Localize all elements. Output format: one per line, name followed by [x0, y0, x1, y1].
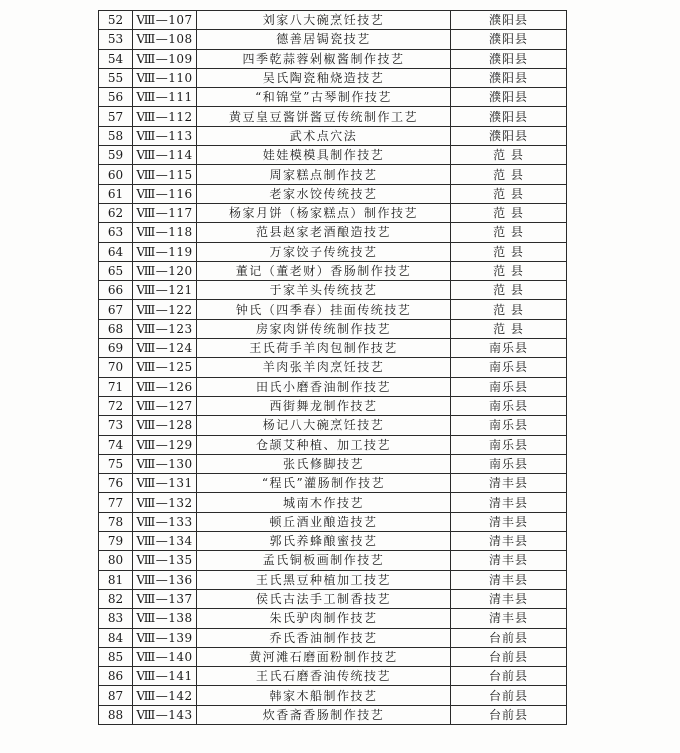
- row-number-cell: 62: [99, 203, 133, 222]
- project-code-cell: Ⅷ—118: [133, 223, 197, 242]
- project-code-cell: Ⅷ—128: [133, 416, 197, 435]
- row-number-cell: 80: [99, 551, 133, 570]
- project-name-cell: 炊香斋香肠制作技艺: [197, 705, 451, 724]
- region-cell: 南乐县: [451, 377, 567, 396]
- project-name-cell: 四季乾蒜蓉剁椒酱制作技艺: [197, 49, 451, 68]
- project-name-cell: 侯氏古法手工制香技艺: [197, 589, 451, 608]
- project-name-cell: 老家水饺传统技艺: [197, 184, 451, 203]
- region-cell: 濮阳县: [451, 11, 567, 30]
- table-row: [99, 396, 567, 415]
- table-row: [99, 11, 567, 30]
- project-code-cell: Ⅷ—132: [133, 493, 197, 512]
- region-cell: 范 县: [451, 184, 567, 203]
- row-number-cell: 64: [99, 242, 133, 261]
- row-number-cell: 72: [99, 396, 133, 415]
- project-code-cell: Ⅷ—130: [133, 454, 197, 473]
- table-row: [99, 589, 567, 608]
- row-number-cell: 67: [99, 300, 133, 319]
- project-name-cell: 羊肉张羊肉烹饪技艺: [197, 358, 451, 377]
- table-row: [99, 570, 567, 589]
- table-row: [99, 686, 567, 705]
- row-number-cell: 53: [99, 30, 133, 49]
- region-cell: 台前县: [451, 667, 567, 686]
- project-code-cell: Ⅷ—119: [133, 242, 197, 261]
- region-cell: 南乐县: [451, 396, 567, 415]
- project-code-cell: Ⅷ—123: [133, 319, 197, 338]
- table-row: [99, 126, 567, 145]
- region-cell: 台前县: [451, 705, 567, 724]
- row-number-cell: 65: [99, 261, 133, 280]
- row-number-cell: 73: [99, 416, 133, 435]
- region-cell: 清丰县: [451, 609, 567, 628]
- project-code-cell: Ⅷ—135: [133, 551, 197, 570]
- project-name-cell: 范县赵家老酒酿造技艺: [197, 223, 451, 242]
- table-row: [99, 667, 567, 686]
- region-cell: 濮阳县: [451, 30, 567, 49]
- table-row: [99, 377, 567, 396]
- table-row: [99, 242, 567, 261]
- project-code-cell: Ⅷ—124: [133, 339, 197, 358]
- region-cell: 南乐县: [451, 454, 567, 473]
- project-code-cell: Ⅷ—136: [133, 570, 197, 589]
- table-row: [99, 705, 567, 724]
- region-cell: 台前县: [451, 647, 567, 666]
- project-code-cell: Ⅷ—140: [133, 647, 197, 666]
- region-cell: 濮阳县: [451, 107, 567, 126]
- row-number-cell: 68: [99, 319, 133, 338]
- row-number-cell: 54: [99, 49, 133, 68]
- row-number-cell: 59: [99, 146, 133, 165]
- project-name-cell: 张氏修脚技艺: [197, 454, 451, 473]
- region-cell: 濮阳县: [451, 49, 567, 68]
- project-name-cell: 孟氏铜板画制作技艺: [197, 551, 451, 570]
- project-name-cell: 钟氏（四季春）挂面传统技艺: [197, 300, 451, 319]
- row-number-cell: 84: [99, 628, 133, 647]
- row-number-cell: 58: [99, 126, 133, 145]
- project-name-cell: 房家肉饼传统制作技艺: [197, 319, 451, 338]
- project-code-cell: Ⅷ—112: [133, 107, 197, 126]
- row-number-cell: 77: [99, 493, 133, 512]
- region-cell: 清丰县: [451, 493, 567, 512]
- table-row: [99, 88, 567, 107]
- project-name-cell: 城南木作技艺: [197, 493, 451, 512]
- table-row: [99, 435, 567, 454]
- row-number-cell: 60: [99, 165, 133, 184]
- row-number-cell: 66: [99, 281, 133, 300]
- table-row: [99, 223, 567, 242]
- table-body: [99, 11, 567, 725]
- project-code-cell: Ⅷ—111: [133, 88, 197, 107]
- project-name-cell: “程氏”灌肠制作技艺: [197, 474, 451, 493]
- table-row: [99, 68, 567, 87]
- region-cell: 南乐县: [451, 416, 567, 435]
- project-code-cell: Ⅷ—129: [133, 435, 197, 454]
- project-name-cell: 王氏黑豆种植加工技艺: [197, 570, 451, 589]
- row-number-cell: 81: [99, 570, 133, 589]
- table-row: [99, 146, 567, 165]
- table-row: [99, 474, 567, 493]
- region-cell: 范 县: [451, 223, 567, 242]
- project-code-cell: Ⅷ—109: [133, 49, 197, 68]
- row-number-cell: 52: [99, 11, 133, 30]
- table-row: [99, 261, 567, 280]
- project-name-cell: 郭氏养蜂酿蜜技艺: [197, 532, 451, 551]
- project-code-cell: Ⅷ—133: [133, 512, 197, 531]
- table-row: [99, 647, 567, 666]
- project-name-cell: 德善居锔瓷技艺: [197, 30, 451, 49]
- project-code-cell: Ⅷ—137: [133, 589, 197, 608]
- table-row: [99, 416, 567, 435]
- table-row: [99, 319, 567, 338]
- project-name-cell: 顿丘酒业酿造技艺: [197, 512, 451, 531]
- row-number-cell: 87: [99, 686, 133, 705]
- project-name-cell: 吴氏陶瓷釉烧造技艺: [197, 68, 451, 87]
- project-name-cell: 王氏石磨香油传统技艺: [197, 667, 451, 686]
- project-code-cell: Ⅷ—114: [133, 146, 197, 165]
- row-number-cell: 63: [99, 223, 133, 242]
- table-row: [99, 165, 567, 184]
- project-name-cell: 刘家八大碗烹饪技艺: [197, 11, 451, 30]
- project-code-cell: Ⅷ—121: [133, 281, 197, 300]
- table-row: [99, 107, 567, 126]
- region-cell: 清丰县: [451, 589, 567, 608]
- table-row: [99, 493, 567, 512]
- project-code-cell: Ⅷ—115: [133, 165, 197, 184]
- row-number-cell: 75: [99, 454, 133, 473]
- row-number-cell: 85: [99, 647, 133, 666]
- region-cell: 清丰县: [451, 551, 567, 570]
- table-row: [99, 551, 567, 570]
- project-name-cell: 杨家月饼（杨家糕点）制作技艺: [197, 203, 451, 222]
- region-cell: 清丰县: [451, 512, 567, 531]
- project-code-cell: Ⅷ—122: [133, 300, 197, 319]
- project-name-cell: 黄豆皇豆酱饼酱豆传统制作工艺: [197, 107, 451, 126]
- project-name-cell: 田氏小磨香油制作技艺: [197, 377, 451, 396]
- table-row: [99, 532, 567, 551]
- project-code-cell: Ⅷ—143: [133, 705, 197, 724]
- project-code-cell: Ⅷ—127: [133, 396, 197, 415]
- project-code-cell: Ⅷ—138: [133, 609, 197, 628]
- row-number-cell: 61: [99, 184, 133, 203]
- region-cell: 濮阳县: [451, 88, 567, 107]
- row-number-cell: 55: [99, 68, 133, 87]
- region-cell: 南乐县: [451, 358, 567, 377]
- project-name-cell: 王氏荷手羊肉包制作技艺: [197, 339, 451, 358]
- project-code-cell: Ⅷ—139: [133, 628, 197, 647]
- region-cell: 范 县: [451, 261, 567, 280]
- project-name-cell: 黄河滩石磨面粉制作技艺: [197, 647, 451, 666]
- project-name-cell: 武术点穴法: [197, 126, 451, 145]
- region-cell: 台前县: [451, 628, 567, 647]
- project-code-cell: Ⅷ—134: [133, 532, 197, 551]
- table-row: [99, 609, 567, 628]
- project-name-cell: 董记（董老财）香肠制作技艺: [197, 261, 451, 280]
- table-row: [99, 300, 567, 319]
- project-name-cell: 韩家木船制作技艺: [197, 686, 451, 705]
- project-code-cell: Ⅷ—126: [133, 377, 197, 396]
- project-code-cell: Ⅷ—142: [133, 686, 197, 705]
- region-cell: 范 县: [451, 203, 567, 222]
- region-cell: 范 县: [451, 300, 567, 319]
- project-code-cell: Ⅷ—107: [133, 11, 197, 30]
- region-cell: 清丰县: [451, 570, 567, 589]
- row-number-cell: 56: [99, 88, 133, 107]
- region-cell: 南乐县: [451, 435, 567, 454]
- row-number-cell: 86: [99, 667, 133, 686]
- region-cell: 范 县: [451, 146, 567, 165]
- table-row: [99, 358, 567, 377]
- project-code-cell: Ⅷ—108: [133, 30, 197, 49]
- row-number-cell: 82: [99, 589, 133, 608]
- row-number-cell: 76: [99, 474, 133, 493]
- region-cell: 范 县: [451, 165, 567, 184]
- row-number-cell: 74: [99, 435, 133, 454]
- project-name-cell: “和锦堂”古琴制作技艺: [197, 88, 451, 107]
- row-number-cell: 69: [99, 339, 133, 358]
- project-name-cell: 娃娃模模具制作技艺: [197, 146, 451, 165]
- table-row: [99, 454, 567, 473]
- project-name-cell: 于家羊头传统技艺: [197, 281, 451, 300]
- project-name-cell: 周家糕点制作技艺: [197, 165, 451, 184]
- row-number-cell: 57: [99, 107, 133, 126]
- table-row: [99, 49, 567, 68]
- region-cell: 台前县: [451, 686, 567, 705]
- region-cell: 南乐县: [451, 339, 567, 358]
- row-number-cell: 70: [99, 358, 133, 377]
- region-cell: 范 县: [451, 281, 567, 300]
- project-name-cell: 朱氏驴肉制作技艺: [197, 609, 451, 628]
- project-name-cell: 西街舞龙制作技艺: [197, 396, 451, 415]
- table-row: [99, 184, 567, 203]
- region-cell: 濮阳县: [451, 126, 567, 145]
- project-code-cell: Ⅷ—117: [133, 203, 197, 222]
- project-code-cell: Ⅷ—120: [133, 261, 197, 280]
- project-name-cell: 乔氏香油制作技艺: [197, 628, 451, 647]
- heritage-list-table: [98, 10, 567, 725]
- region-cell: 范 县: [451, 319, 567, 338]
- table-row: [99, 203, 567, 222]
- table-row: [99, 281, 567, 300]
- project-code-cell: Ⅷ—141: [133, 667, 197, 686]
- table-row: [99, 512, 567, 531]
- project-code-cell: Ⅷ—131: [133, 474, 197, 493]
- row-number-cell: 71: [99, 377, 133, 396]
- table-row: [99, 30, 567, 49]
- table-row: [99, 339, 567, 358]
- region-cell: 清丰县: [451, 474, 567, 493]
- project-name-cell: 万家饺子传统技艺: [197, 242, 451, 261]
- table-row: [99, 628, 567, 647]
- project-code-cell: Ⅷ—110: [133, 68, 197, 87]
- project-code-cell: Ⅷ—116: [133, 184, 197, 203]
- project-name-cell: 仓颉艾种植、加工技艺: [197, 435, 451, 454]
- row-number-cell: 78: [99, 512, 133, 531]
- project-code-cell: Ⅷ—125: [133, 358, 197, 377]
- region-cell: 范 县: [451, 242, 567, 261]
- region-cell: 濮阳县: [451, 68, 567, 87]
- row-number-cell: 88: [99, 705, 133, 724]
- project-code-cell: Ⅷ—113: [133, 126, 197, 145]
- row-number-cell: 83: [99, 609, 133, 628]
- region-cell: 清丰县: [451, 532, 567, 551]
- row-number-cell: 79: [99, 532, 133, 551]
- project-name-cell: 杨记八大碗烹饪技艺: [197, 416, 451, 435]
